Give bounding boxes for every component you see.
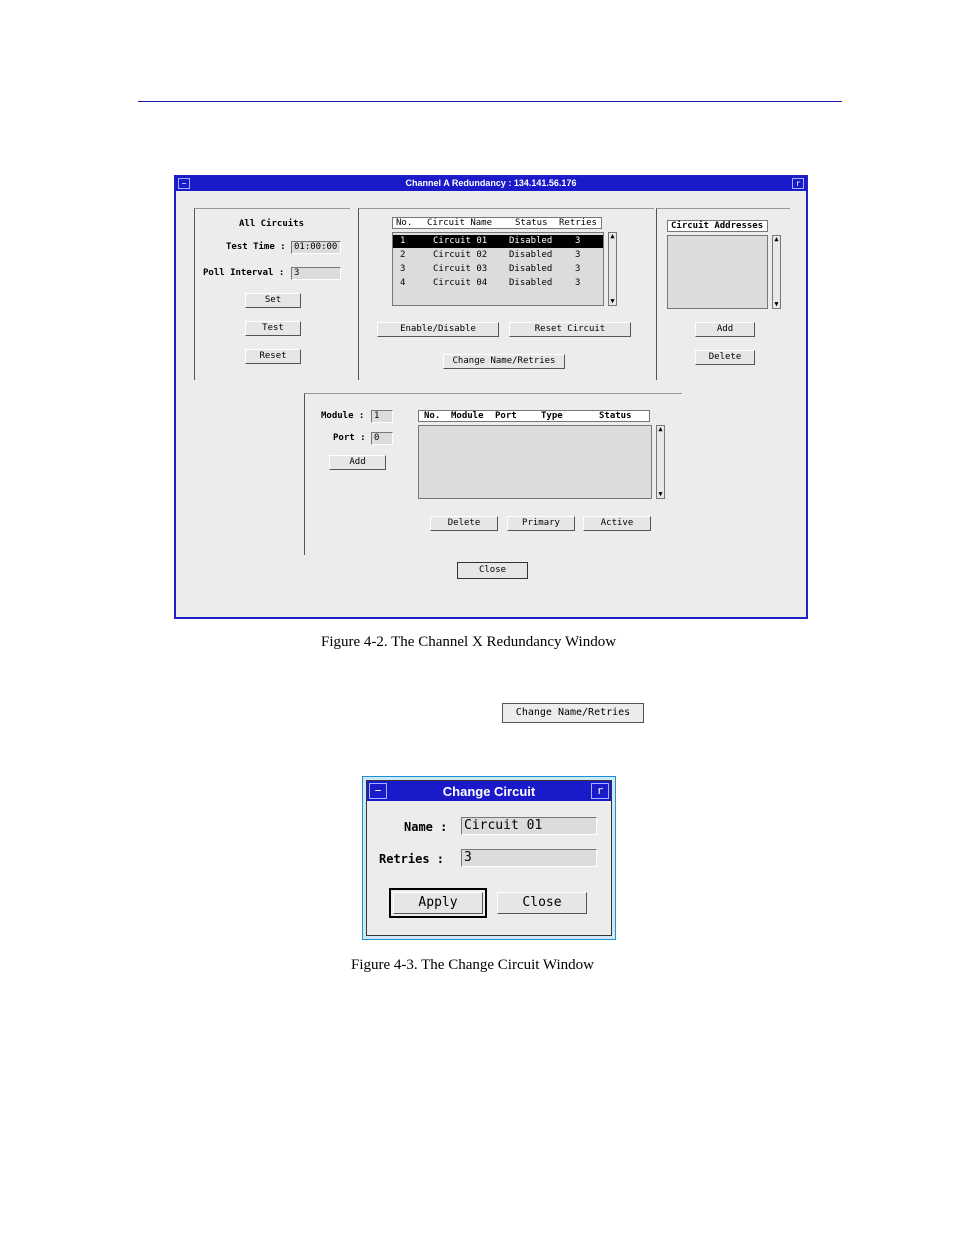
change-circuit-window <box>362 776 616 940</box>
set-button[interactable]: Set <box>245 293 301 308</box>
cell-status: Disabled <box>509 236 553 246</box>
address-add-button[interactable]: Add <box>695 322 755 337</box>
table-row[interactable] <box>393 263 603 276</box>
name-label: Name : <box>404 820 448 834</box>
cell-retries: 3 <box>575 250 581 260</box>
title-bar[interactable] <box>176 177 806 191</box>
col-header-port: Port <box>495 411 517 421</box>
title-bar[interactable] <box>367 781 611 801</box>
port-delete-button[interactable]: Delete <box>430 516 498 531</box>
scroll-down-arrow-icon[interactable]: ▼ <box>610 297 615 305</box>
col-header-type: Type <box>541 411 563 421</box>
reset-button[interactable]: Reset <box>245 349 301 364</box>
scroll-down-arrow-icon[interactable]: ▼ <box>774 300 779 308</box>
close-button[interactable]: Close <box>457 562 528 579</box>
circuits-list-header <box>392 217 602 229</box>
channel-redundancy-window <box>174 175 808 619</box>
window-menu-icon[interactable]: − <box>178 178 190 189</box>
address-delete-button[interactable]: Delete <box>695 350 755 365</box>
cell-retries: 3 <box>575 264 581 274</box>
col-header-circuit-name: Circuit Name <box>427 218 493 228</box>
change-name-retries-inline-button: Change Name/Retries <box>502 703 644 723</box>
module-label: Module : <box>321 411 365 421</box>
col-header-no: No. <box>396 218 413 228</box>
test-time-field[interactable]: 01:00:00 <box>291 241 341 254</box>
cell-name: Circuit 03 <box>433 264 488 274</box>
test-time-label: Test Time : <box>226 242 286 252</box>
enable-disable-button[interactable]: Enable/Disable <box>377 322 499 337</box>
all-circuits-panel <box>194 208 350 380</box>
col-header-retries: Retries <box>559 218 597 228</box>
scroll-up-arrow-icon[interactable]: ▲ <box>658 425 663 433</box>
table-row[interactable] <box>393 235 603 248</box>
port-add-button[interactable]: Add <box>329 455 386 470</box>
cell-status: Disabled <box>509 264 553 274</box>
col-header-no: No. <box>424 411 441 421</box>
ports-list-header <box>418 410 650 422</box>
name-field[interactable]: Circuit 01 <box>461 817 597 835</box>
circuit-addresses-panel <box>656 208 790 380</box>
cell-retries: 3 <box>575 236 581 246</box>
cell-status: Disabled <box>509 278 553 288</box>
window-body <box>366 780 612 936</box>
addresses-list[interactable] <box>667 235 768 309</box>
ports-scrollbar[interactable] <box>656 425 665 499</box>
maximize-icon[interactable]: r <box>792 178 804 189</box>
apply-button[interactable]: Apply <box>393 892 483 914</box>
col-header-status: Status <box>599 411 632 421</box>
all-circuits-heading: All Circuits <box>239 219 305 229</box>
cell-no: 4 <box>400 278 406 288</box>
cell-name: Circuit 01 <box>433 236 488 246</box>
module-field[interactable]: 1 <box>371 410 393 423</box>
scroll-up-arrow-icon[interactable]: ▲ <box>610 232 615 240</box>
poll-interval-field[interactable]: 3 <box>291 267 341 280</box>
cell-status: Disabled <box>509 250 553 260</box>
port-label: Port : <box>333 433 366 443</box>
circuits-scrollbar[interactable] <box>608 232 617 306</box>
cell-name: Circuit 04 <box>433 278 488 288</box>
table-row[interactable] <box>393 277 603 290</box>
circuits-list[interactable] <box>392 232 604 306</box>
col-header-module: Module <box>451 411 484 421</box>
addresses-list-header <box>667 220 768 232</box>
window-menu-icon[interactable]: − <box>369 783 387 799</box>
primary-button[interactable]: Primary <box>507 516 575 531</box>
table-row[interactable] <box>393 249 603 262</box>
window-title: Channel A Redundancy : 134.141.56.176 <box>405 178 577 188</box>
cell-no: 1 <box>400 236 406 246</box>
change-name-retries-button[interactable]: Change Name/Retries <box>443 354 565 369</box>
scroll-down-arrow-icon[interactable]: ▼ <box>658 490 663 498</box>
cell-name: Circuit 02 <box>433 250 488 260</box>
page-header-rule <box>138 101 842 102</box>
retries-label: Retries : <box>379 852 445 866</box>
test-button[interactable]: Test <box>245 321 301 336</box>
cell-no: 3 <box>400 264 406 274</box>
retries-field[interactable]: 3 <box>461 849 597 867</box>
reset-circuit-button[interactable]: Reset Circuit <box>509 322 631 337</box>
ports-panel <box>304 393 682 555</box>
addresses-scrollbar[interactable] <box>772 235 781 309</box>
window-title: Change Circuit <box>442 784 536 799</box>
cell-no: 2 <box>400 250 406 260</box>
cell-retries: 3 <box>575 278 581 288</box>
port-field[interactable]: 0 <box>371 432 393 445</box>
ports-list[interactable] <box>418 425 652 499</box>
figure-caption: Figure 4-3. The Change Circuit Window <box>351 957 594 973</box>
active-button[interactable]: Active <box>583 516 651 531</box>
col-header-status: Status <box>515 218 548 228</box>
close-button[interactable]: Close <box>497 892 587 914</box>
poll-interval-label: Poll Interval : <box>203 268 285 278</box>
scroll-up-arrow-icon[interactable]: ▲ <box>774 235 779 243</box>
figure-caption: Figure 4-2. The Channel X Redundancy Window <box>321 634 617 650</box>
circuits-panel <box>358 208 654 380</box>
col-header-circuit-addresses: Circuit Addresses <box>671 221 764 231</box>
maximize-icon[interactable]: r <box>591 783 609 799</box>
